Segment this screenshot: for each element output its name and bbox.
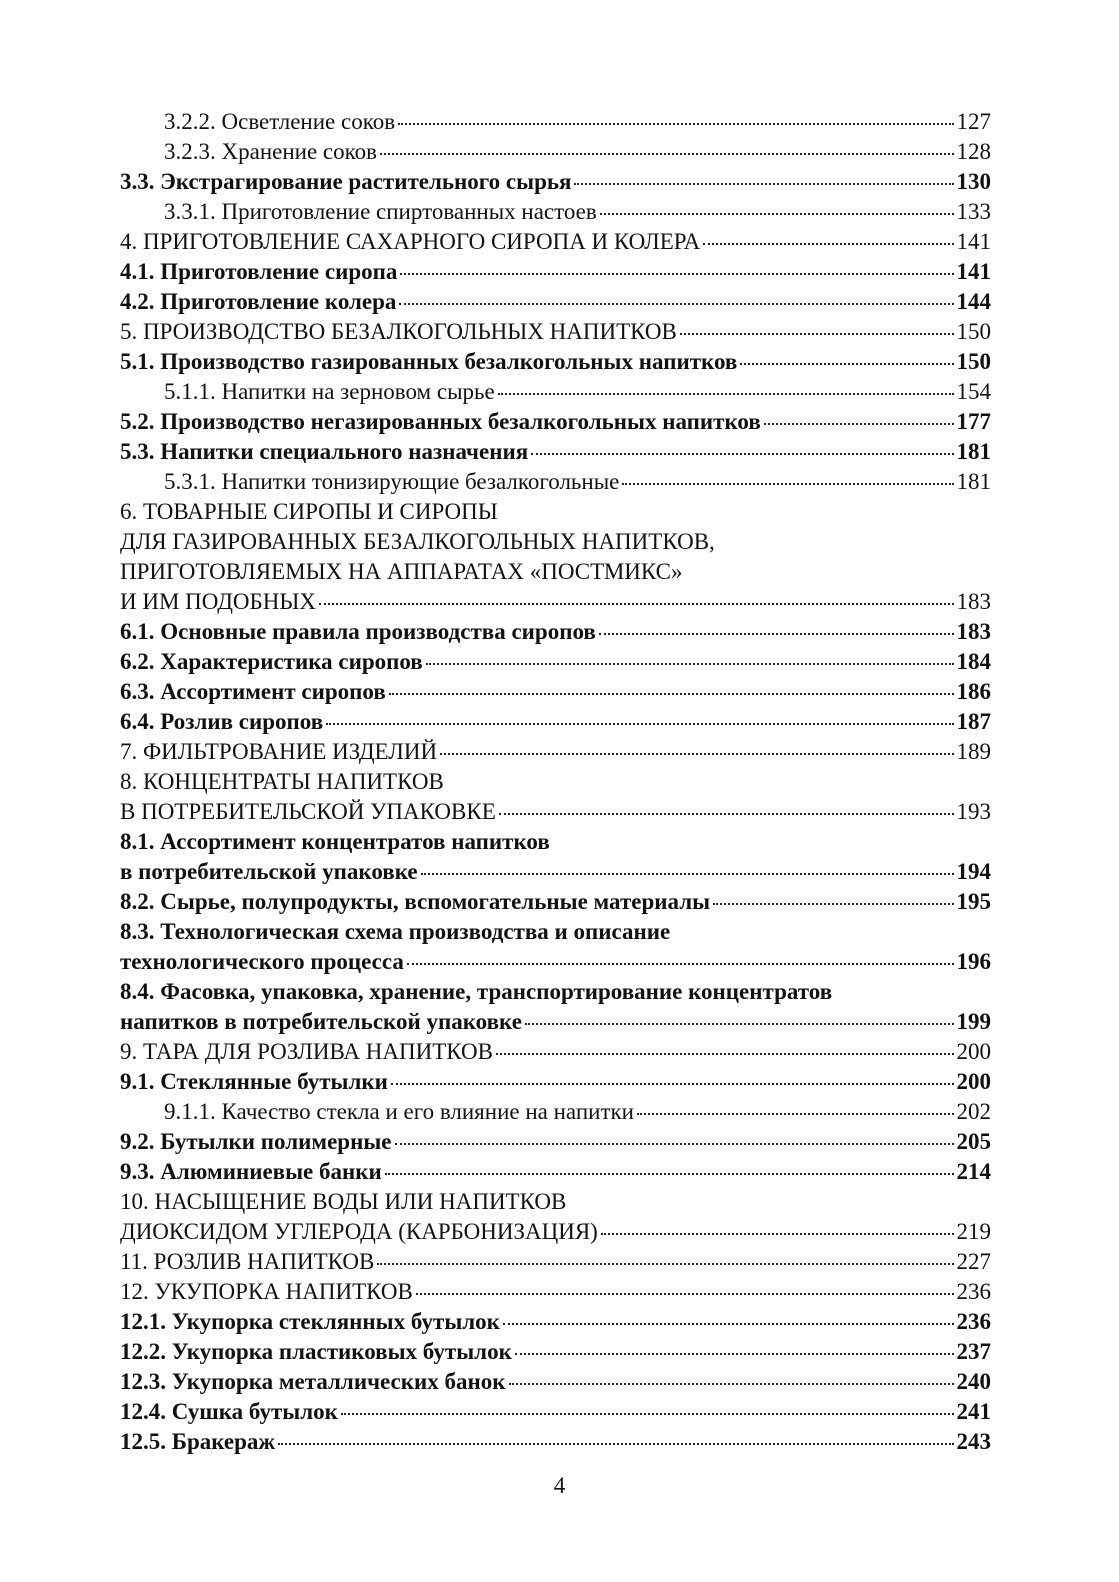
toc-entry xyxy=(120,1247,991,1277)
toc-entry-page: 141 xyxy=(956,259,991,284)
toc-entry xyxy=(120,1217,991,1247)
toc-entry-title: напитков в потребительской упаковке xyxy=(120,1009,522,1034)
toc-entry xyxy=(120,1007,991,1037)
dot-leader xyxy=(574,182,953,185)
toc-entry xyxy=(120,917,991,947)
toc-entry-title: 4. ПРИГОТОВЛЕНИЕ САХАРНОГО СИРОПА И КОЛЕРА xyxy=(120,229,701,254)
toc-entry-page: 181 xyxy=(956,469,991,494)
dot-leader xyxy=(319,602,953,605)
dot-leader xyxy=(503,1322,954,1325)
toc-entry-title: 3.2.2. Осветление соков xyxy=(164,109,396,134)
dot-leader xyxy=(525,1022,954,1025)
toc-entry-title: И ИМ ПОДОБНЫХ xyxy=(120,589,317,614)
toc-entry-page: 186 xyxy=(956,679,991,704)
toc-entry-title: 5.3.1. Напитки тонизирующие безалкогольные xyxy=(164,469,620,494)
toc-entry xyxy=(120,587,991,617)
toc-entry-page: 243 xyxy=(956,1429,991,1454)
dot-leader xyxy=(509,1382,954,1385)
toc-entry xyxy=(120,707,991,737)
dot-leader xyxy=(391,1082,954,1085)
dot-leader xyxy=(380,152,954,155)
toc-entry-title: 12.3. Укупорка металлических банок xyxy=(120,1369,506,1394)
dot-leader xyxy=(278,1442,953,1445)
toc-entry-page: 195 xyxy=(956,889,991,914)
toc-entry-page: 141 xyxy=(956,229,991,254)
dot-leader xyxy=(389,692,954,695)
toc-entry-title: 6. ТОВАРНЫЕ СИРОПЫ И СИРОПЫ xyxy=(120,499,498,524)
toc-entry xyxy=(120,1037,991,1067)
toc-entry-page: 184 xyxy=(956,649,991,674)
toc-entry-page: 193 xyxy=(956,799,991,824)
toc-entry-title: 8.4. Фасовка, упаковка, хранение, транспортирование концентратов xyxy=(120,979,833,1004)
toc-entry-title: 6.1. Основные правила производства сиропов xyxy=(120,619,596,644)
table-of-contents xyxy=(120,107,991,1457)
toc-entry xyxy=(120,137,991,167)
dot-leader xyxy=(395,1142,954,1145)
toc-entry-title: 4.2. Приготовление колера xyxy=(120,289,397,314)
toc-entry-title: 9.1.1. Качество стекла и его влияние на напитки xyxy=(164,1099,634,1124)
dot-leader xyxy=(600,212,954,215)
toc-entry xyxy=(120,677,991,707)
toc-entry-title: 7. ФИЛЬТРОВАНИЕ ИЗДЕЛИЙ xyxy=(120,739,438,764)
toc-entry-page: 189 xyxy=(956,739,991,764)
dot-leader xyxy=(703,242,953,245)
toc-entry-title: 9. ТАРА ДЛЯ РОЗЛИВА НАПИТКОВ xyxy=(120,1039,493,1064)
dot-leader xyxy=(326,722,953,725)
toc-entry xyxy=(120,1157,991,1187)
toc-entry-page: 199 xyxy=(956,1009,991,1034)
toc-entry-page: 227 xyxy=(956,1249,991,1274)
toc-entry xyxy=(120,647,991,677)
toc-entry-title: 6.3. Ассортимент сиропов xyxy=(120,679,386,704)
toc-entry-title: 9.2. Бутылки полимерные xyxy=(120,1129,392,1154)
toc-entry-page: 237 xyxy=(956,1339,991,1364)
dot-leader xyxy=(421,872,954,875)
dot-leader xyxy=(740,362,953,365)
toc-entry-page: 205 xyxy=(956,1129,991,1154)
toc-entry-page: 236 xyxy=(956,1279,991,1304)
toc-entry xyxy=(120,1067,991,1097)
toc-entry-page: 214 xyxy=(956,1159,991,1184)
toc-entry xyxy=(120,1127,991,1157)
page-number: 4 xyxy=(553,1473,566,1498)
dot-leader xyxy=(426,662,954,665)
toc-entry-page: 236 xyxy=(956,1309,991,1334)
toc-entry-page: 202 xyxy=(956,1099,991,1124)
dot-leader xyxy=(498,392,954,395)
toc-entry-page: 183 xyxy=(956,619,991,644)
toc-entry xyxy=(120,227,991,257)
dot-leader xyxy=(341,1412,954,1415)
dot-leader xyxy=(496,1052,954,1055)
toc-entry-title: 5.3. Напитки специального назначения xyxy=(120,439,529,464)
toc-entry xyxy=(120,737,991,767)
toc-entry-title: ДИОКСИДОМ УГЛЕРОДА (КАРБОНИЗАЦИЯ) xyxy=(120,1219,598,1244)
toc-entry xyxy=(120,797,991,827)
toc-entry-title: 12.2. Укупорка пластиковых бутылок xyxy=(120,1339,512,1364)
dot-leader xyxy=(440,752,953,755)
toc-entry-title: 4.1. Приготовление сиропа xyxy=(120,259,398,284)
toc-entry-page: 183 xyxy=(956,589,991,614)
toc-entry-page: 177 xyxy=(956,409,991,434)
toc-entry-title: 3.3.1. Приготовление спиртованных настоев xyxy=(164,199,597,224)
toc-entry xyxy=(120,407,991,437)
toc-entry xyxy=(120,1097,991,1127)
toc-entry-page: 241 xyxy=(956,1399,991,1424)
toc-entry-page: 187 xyxy=(956,709,991,734)
dot-leader xyxy=(385,1172,954,1175)
toc-entry-title: 12.1. Укупорка стеклянных бутылок xyxy=(120,1309,500,1334)
toc-entry xyxy=(120,1277,991,1307)
toc-entry xyxy=(120,527,991,557)
toc-entry-page: 150 xyxy=(956,349,991,374)
toc-entry-page: 196 xyxy=(956,949,991,974)
toc-entry-title: 8. КОНЦЕНТРАТЫ НАПИТКОВ xyxy=(120,769,444,794)
dot-leader xyxy=(499,812,954,815)
dot-leader xyxy=(398,122,953,125)
toc-entry xyxy=(120,107,991,137)
dot-leader xyxy=(407,962,954,965)
toc-entry-page: 240 xyxy=(956,1369,991,1394)
dot-leader xyxy=(622,482,953,485)
toc-entry xyxy=(120,377,991,407)
toc-entry xyxy=(120,827,991,857)
toc-entry-title: В ПОТРЕБИТЕЛЬСКОЙ УПАКОВКЕ xyxy=(120,799,496,824)
toc-entry xyxy=(120,1367,991,1397)
toc-entry-page: 219 xyxy=(956,1219,991,1244)
toc-entry-title: в потребительской упаковке xyxy=(120,859,418,884)
toc-entry xyxy=(120,467,991,497)
toc-entry-title: ДЛЯ ГАЗИРОВАННЫХ БЕЗАЛКОГОЛЬНЫХ НАПИТКОВ, xyxy=(120,529,715,554)
dot-leader xyxy=(713,902,953,905)
dot-leader xyxy=(601,1232,954,1235)
toc-entry-title: 12.5. Бракераж xyxy=(120,1429,276,1454)
toc-entry-title: 9.3. Алюминиевые банки xyxy=(120,1159,382,1184)
toc-entry-page: 181 xyxy=(956,439,991,464)
dot-leader xyxy=(637,1112,954,1115)
toc-entry xyxy=(120,1427,991,1457)
toc-entry xyxy=(120,287,991,317)
toc-entry-page: 127 xyxy=(956,109,991,134)
dot-leader xyxy=(515,1352,954,1355)
toc-entry-title: 5.2. Производство негазированных безалкогольных напитков xyxy=(120,409,761,434)
dot-leader xyxy=(400,272,953,275)
toc-entry xyxy=(120,167,991,197)
toc-entry xyxy=(120,857,991,887)
toc-entry xyxy=(120,557,991,587)
toc-entry-title: 6.4. Розлив сиропов xyxy=(120,709,324,734)
toc-entry-page: 133 xyxy=(956,199,991,224)
toc-entry-title: 10. НАСЫЩЕНИЕ ВОДЫ ИЛИ НАПИТКОВ xyxy=(120,1189,567,1214)
toc-entry-page: 130 xyxy=(956,169,991,194)
toc-entry-title: 12.4. Сушка бутылок xyxy=(120,1399,338,1424)
toc-entry-title: 3.3. Экстрагирование растительного сырья xyxy=(120,169,572,194)
toc-entry xyxy=(120,1187,991,1217)
toc-entry xyxy=(120,497,991,527)
toc-entry-page: 200 xyxy=(956,1039,991,1064)
toc-entry xyxy=(120,617,991,647)
toc-entry xyxy=(120,317,991,347)
toc-entry-title: 8.1. Ассортимент концентратов напитков xyxy=(120,829,550,854)
toc-entry-title: 3.2.3. Хранение соков xyxy=(164,139,377,164)
toc-entry-page: 154 xyxy=(956,379,991,404)
toc-entry xyxy=(120,977,991,1007)
dot-leader xyxy=(531,452,953,455)
toc-entry xyxy=(120,437,991,467)
dot-leader xyxy=(416,1292,954,1295)
dot-leader xyxy=(764,422,954,425)
dot-leader xyxy=(599,632,954,635)
toc-entry xyxy=(120,947,991,977)
toc-entry-title: 8.2. Сырье, полупродукты, вспомогательные материалы xyxy=(120,889,711,914)
toc-entry xyxy=(120,347,991,377)
toc-entry-title: технологического процесса xyxy=(120,949,404,974)
toc-entry-title: 5.1. Производство газированных безалкогольных напитков xyxy=(120,349,738,374)
toc-entry-title: 8.3. Технологическая схема производства и описание xyxy=(120,919,671,944)
toc-entry-title: 12. УКУПОРКА НАПИТКОВ xyxy=(120,1279,413,1304)
toc-entry-page: 200 xyxy=(956,1069,991,1094)
toc-entry-page: 194 xyxy=(956,859,991,884)
toc-entry xyxy=(120,257,991,287)
toc-entry xyxy=(120,887,991,917)
toc-entry-title: 5. ПРОИЗВОДСТВО БЕЗАЛКОГОЛЬНЫХ НАПИТКОВ xyxy=(120,319,677,344)
toc-entry xyxy=(120,1337,991,1367)
toc-entry-title: 9.1. Стеклянные бутылки xyxy=(120,1069,388,1094)
dot-leader xyxy=(377,1262,953,1265)
toc-entry xyxy=(120,767,991,797)
toc-entry xyxy=(120,1397,991,1427)
toc-entry xyxy=(120,1307,991,1337)
toc-entry-title: 11. РОЗЛИВ НАПИТКОВ xyxy=(120,1249,375,1274)
dot-leader xyxy=(680,332,954,335)
toc-entry-page: 128 xyxy=(956,139,991,164)
toc-entry-title: 5.1.1. Напитки на зерновом сырье xyxy=(164,379,495,404)
dot-leader xyxy=(399,302,953,305)
toc-entry-title: ПРИГОТОВЛЯЕМЫХ НА АППАРАТАХ «ПОСТМИКС» xyxy=(120,559,683,584)
toc-entry-page: 150 xyxy=(956,319,991,344)
toc-entry xyxy=(120,197,991,227)
toc-entry-page: 144 xyxy=(956,289,991,314)
toc-entry-title: 6.2. Характеристика сиропов xyxy=(120,649,423,674)
